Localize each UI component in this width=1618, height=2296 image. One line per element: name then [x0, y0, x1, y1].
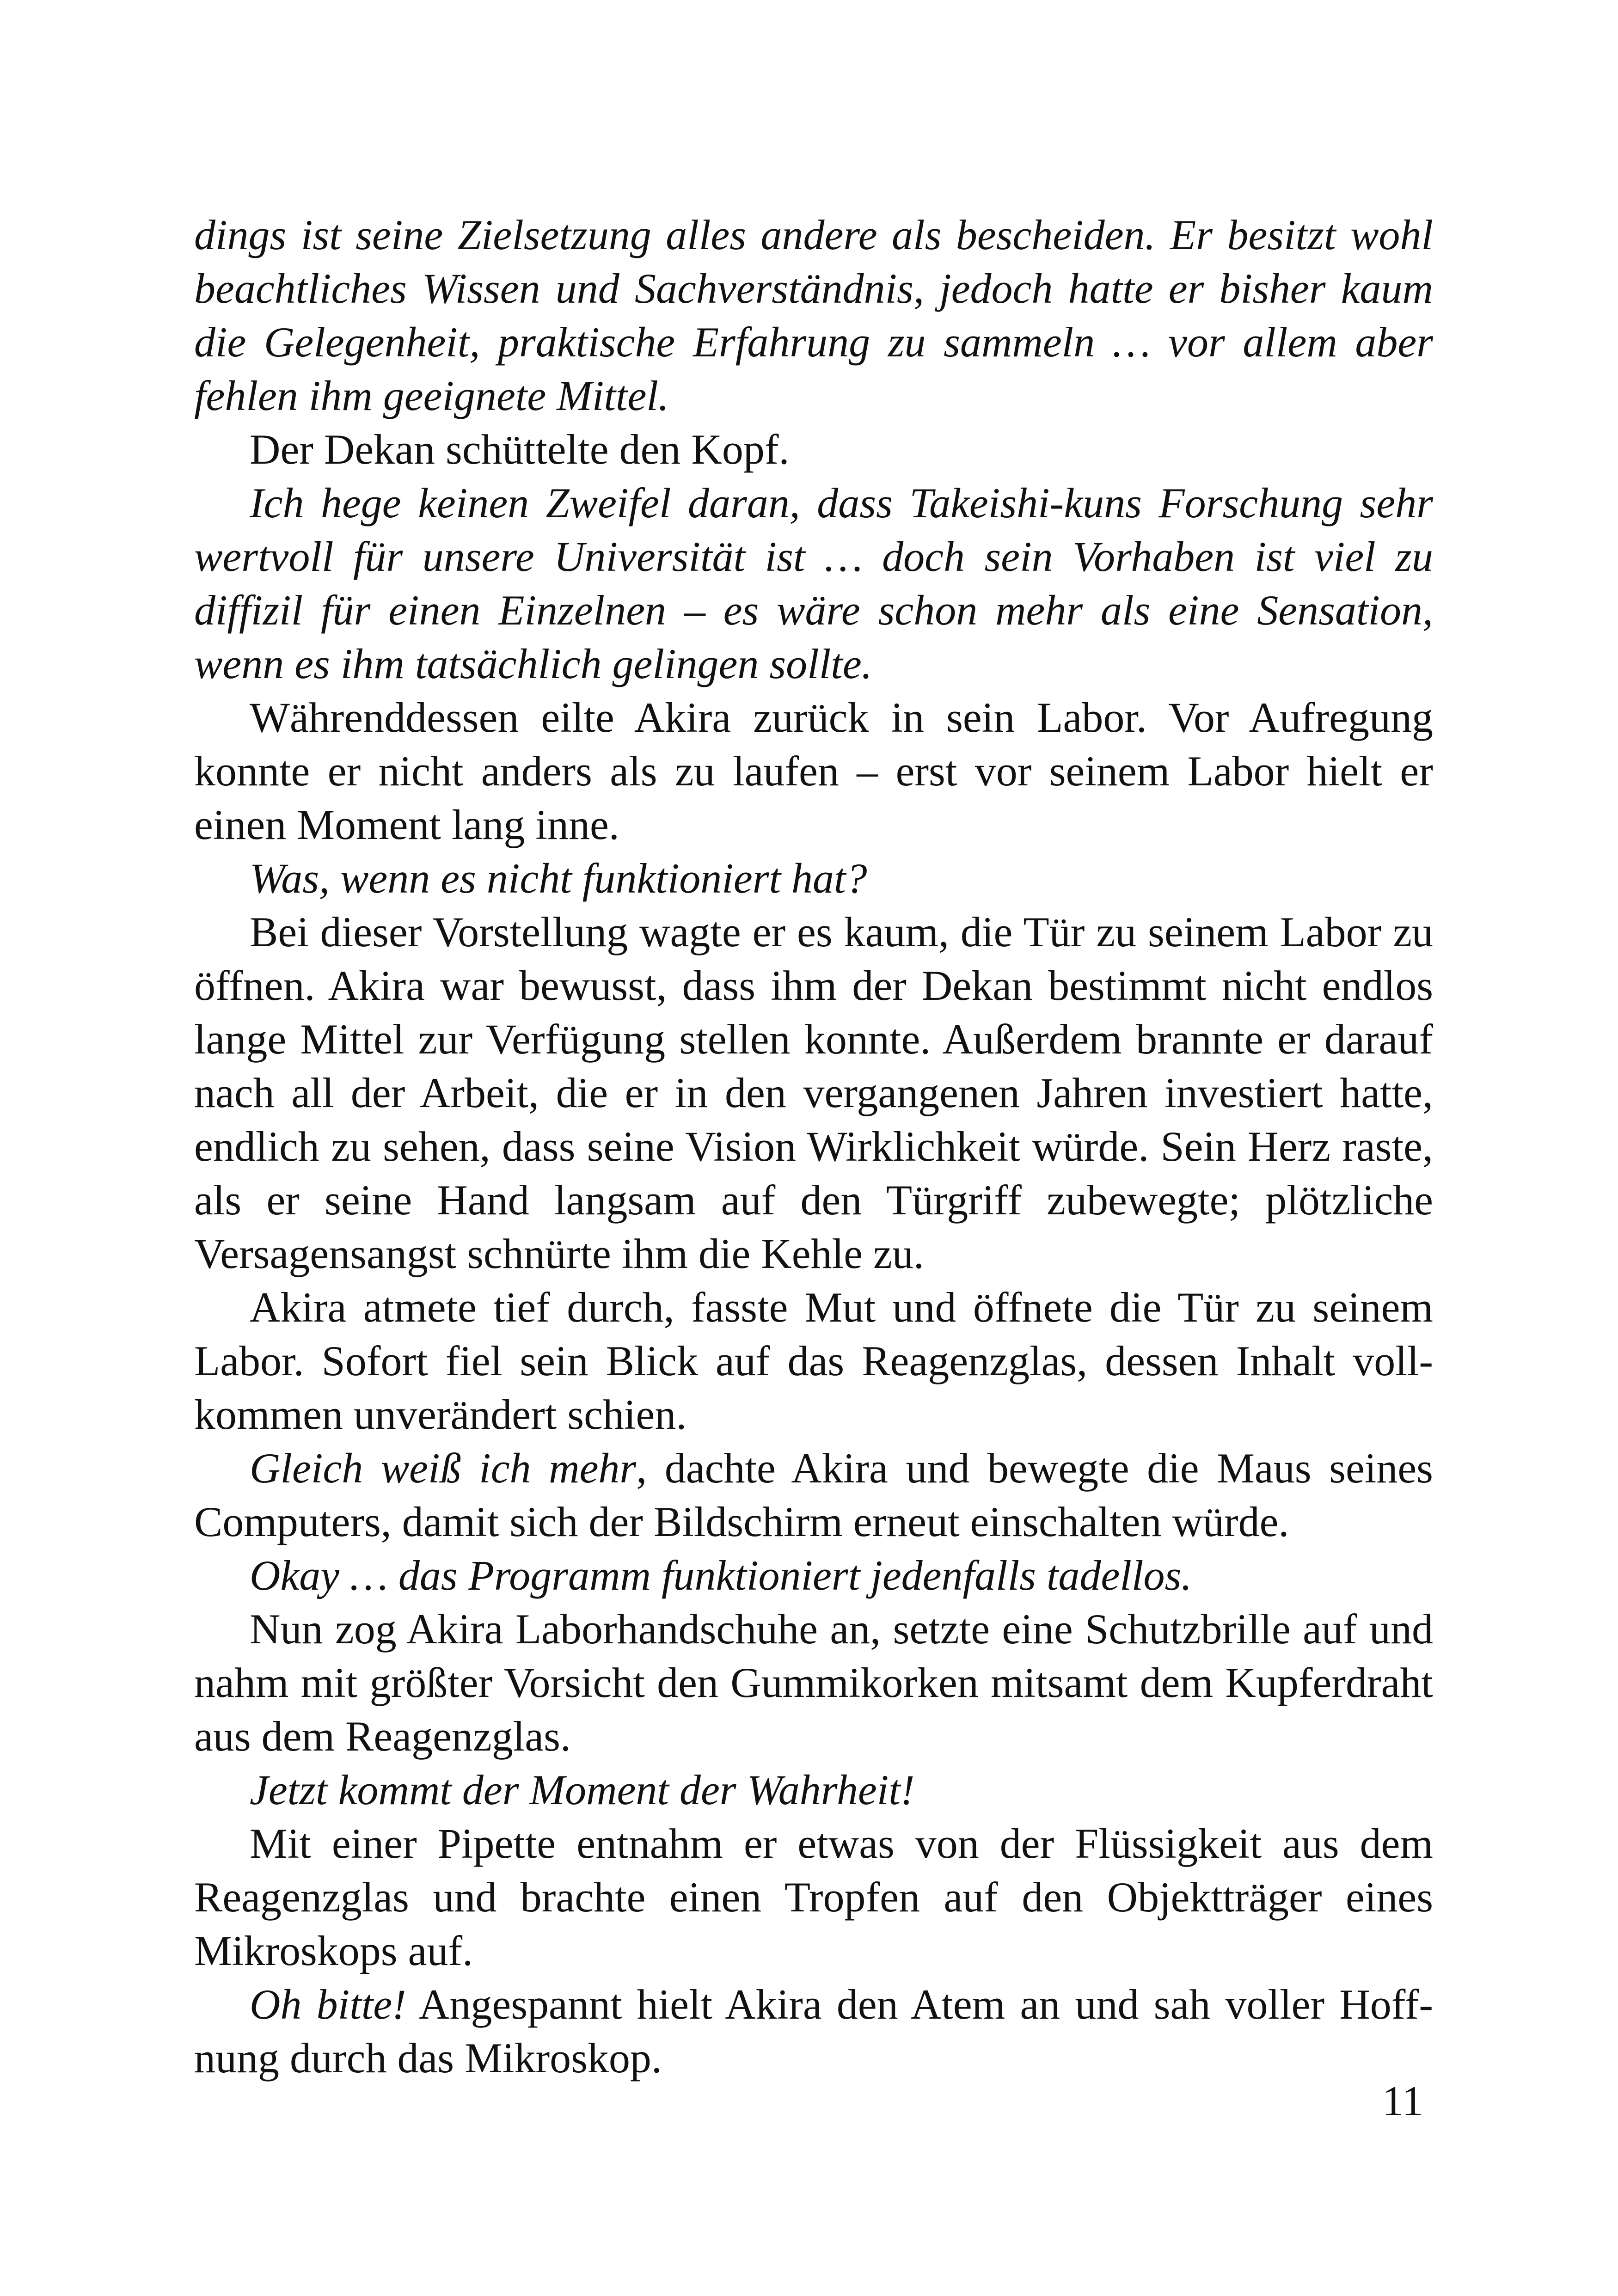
paragraph-9	[194, 1549, 1433, 1602]
paragraph-2-text: Der Dekan schüttelte den Kopf.	[250, 426, 790, 473]
paragraph-2	[194, 422, 1433, 476]
paragraph-4-text: Währenddessen eilte Akira zurück in sein Labor. Vor Aufregung konnte er nicht anders als zu laufen – erst vor seinem Labor hielt er einen Moment lang inne.	[194, 694, 1433, 848]
paragraph-1-text: dings ist seine Zielsetzung alles andere als bescheiden. Er besitzt wohl beachtliches Wissen und Sachverständnis, jedoch hatte er bisher kaum die Gelegenheit, praktische Erfahrung zu sammeln … vor allem aber fehlen ihm geeignete Mittel.	[194, 211, 1433, 419]
paragraph-3-text: Ich hege keinen Zweifel daran, dass Takeishi-kuns Forschung sehr wertvoll für unsere Universität ist … doch sein Vorhaben ist viel zu diffizil für einen Einzelnen – es wäre schon mehr als eine Sensation, wenn es ihm tatsächlich gelingen sollte.	[194, 479, 1433, 687]
paragraph-13-text: Angespannt hielt Akira den Atem an und sah voller Hoffnung durch das Mikroskop.	[194, 1981, 1433, 2082]
paragraph-10-text: Nun zog Akira Laborhandschuhe an, setzte eine Schutzbrille auf und nahm mit größter Vorsicht den Gummikorken mitsamt dem Kupferdraht aus dem Reagenzglas.	[194, 1605, 1433, 1760]
paragraph-9-text: Okay … das Programm funktioniert jedenfalls tadellos.	[250, 1552, 1192, 1599]
paragraph-4	[194, 691, 1433, 851]
paragraph-12-text: Mit einer Pipette entnahm er etwas von der Flüssigkeit aus dem Reagenzglas und brachte einen Tropfen auf den Objektträger eines Mikroskops auf.	[194, 1820, 1433, 1974]
paragraph-8-italic-text: Gleich weiß ich mehr	[250, 1445, 637, 1492]
page-number: 11	[1382, 2077, 1423, 2125]
paragraph-13-italic-text: Oh bitte!	[250, 1981, 406, 2028]
paragraph-12	[194, 1817, 1433, 1978]
paragraph-11	[194, 1763, 1433, 1817]
paragraph-6	[194, 905, 1433, 1280]
paragraph-5-text: Was, wenn es nicht funktioniert hat?	[250, 855, 867, 902]
paragraph-7-text: Akira atmete tief durch, fasste Mut und öffnete die Tür zu seinem Labor. Sofort fiel sein Blick auf das Reagenzglas, dessen Inhalt vollkommen unverändert schien.	[194, 1284, 1433, 1438]
paragraph-6-text: Bei dieser Vorstellung wagte er es kaum, die Tür zu seinem Labor zu öffnen. Akira war bewusst, dass ihm der Dekan bestimmt nicht endlos lange Mittel zur Verfügung stellen konnte. Außerdem brannte er darauf nach all der Arbeit, die er in den vergangenen Jahren investiert hatte, endlich zu sehen, dass seine Vision Wirklichkeit würde. Sein Herz raste, als er seine Hand langsam auf den Türgriff zubewegte; plötzliche Versagensangst schnürte ihm die Kehle zu.	[194, 908, 1433, 1277]
paragraph-5	[194, 851, 1433, 905]
paragraph-7	[194, 1280, 1433, 1441]
paragraph-8-text: , dachte Akira und bewegte die Maus seines Computers, damit sich der Bildschirm erneut einschalten würde.	[194, 1445, 1433, 1545]
paragraph-1	[194, 208, 1433, 422]
paragraph-13	[194, 1978, 1433, 2085]
paragraph-3	[194, 476, 1433, 691]
paragraph-8	[194, 1441, 1433, 1549]
paragraph-10	[194, 1602, 1433, 1763]
paragraph-11-text: Jetzt kommt der Moment der Wahrheit!	[250, 1766, 915, 1813]
page-body	[194, 208, 1433, 2085]
